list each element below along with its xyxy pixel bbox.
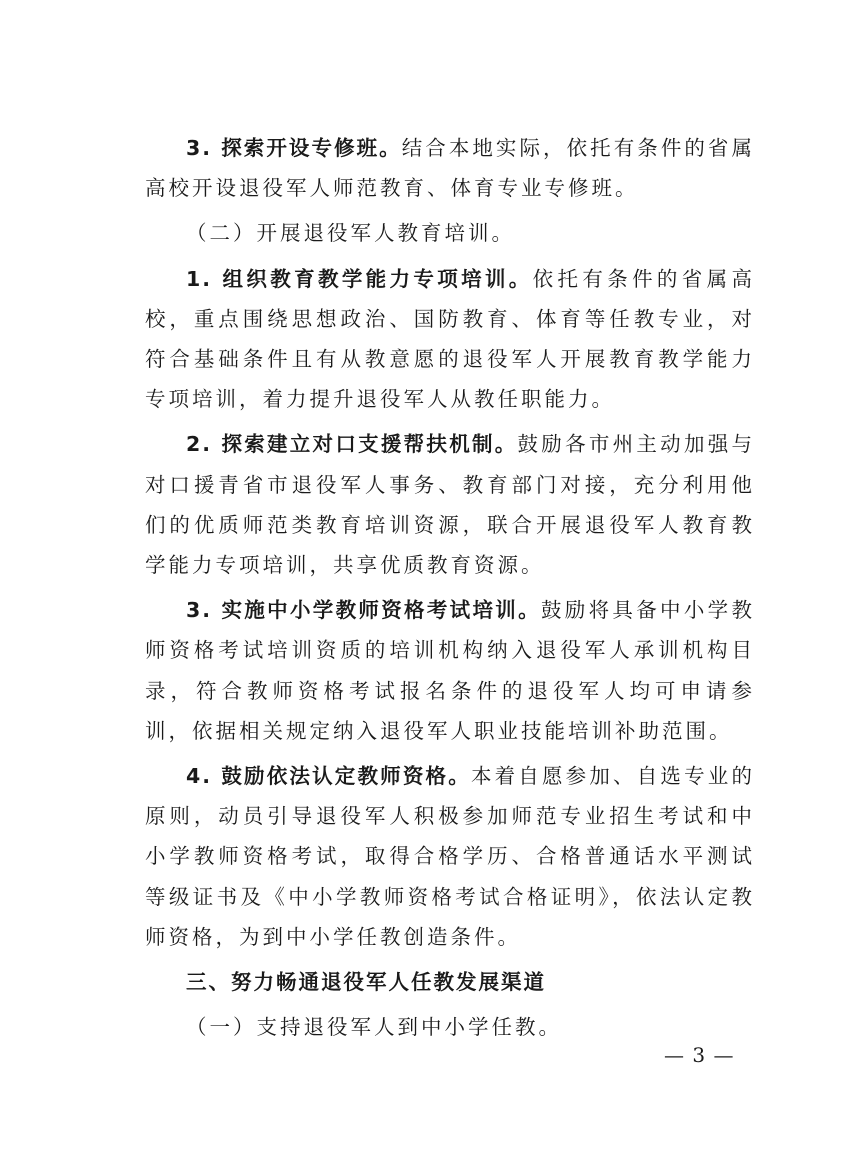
- paragraph-text: （二）开展退役军人教育培训。: [186, 221, 515, 246]
- paragraph-text: 本着自愿参加、自选专业的原则，动员引导退役军人积极参加师范专业招生考试和中小学教师资格考试，取得合格学历、合格普通话水平测试等级证书及《中小学教师资格考试合格证明》，依法认定教师资格，为到中小学任教创造条件。: [145, 764, 755, 949]
- paragraph-lead: 2. 探索建立对口支援帮扶机制。: [186, 432, 518, 457]
- paragraph-lead: 3. 探索开设专修班。: [186, 136, 402, 160]
- sub-heading: （一）支持退役军人到中小学任教。: [186, 1015, 562, 1040]
- page-number: — 3 —: [664, 1043, 735, 1067]
- paragraph-teaching-training: [145, 259, 755, 420]
- paragraph-counterpart-support: [145, 424, 755, 585]
- section-heading: 三、努力畅通退役军人任教发展渠道: [186, 970, 546, 995]
- paragraph-text: 依托有条件的省属高校，重点围绕思想政治、国防教育、体育等任教专业，对符合基础条件且有从教意愿的退役军人开展教育教学能力专项培训，着力提升退役军人从教任职能力。: [145, 266, 755, 412]
- paragraph-text: 鼓励将具备中小学教师资格考试培训资质的培训机构纳入退役军人承训机构目录，符合教师资格考试报名条件的退役军人均可申请参训，依据相关规定纳入退役军人职业技能培训补助范围。: [145, 598, 755, 743]
- paragraph-text: 结合本地实际，依托有条件的省属高校开设退役军人师范教育、体育专业专修班。: [145, 136, 755, 201]
- paragraph-text: 鼓励各市州主动加强与对口援青省市退役军人事务、教育部门对接，充分利用他们的优质师范类教育培训资源，联合开展退役军人教育教学能力专项培训，共享优质教育资源。: [145, 432, 755, 578]
- paragraph-lead: 1. 组织教育教学能力专项培训。: [186, 266, 533, 291]
- paragraph-qualification-exam: [145, 590, 755, 751]
- document-body: [145, 128, 755, 1047]
- paragraph-certification: [145, 756, 755, 957]
- paragraph-special-class: [145, 128, 755, 208]
- paragraph-lead: 3. 实施中小学教师资格考试培训。: [186, 598, 541, 623]
- paragraph-lead: 4. 鼓励依法认定教师资格。: [186, 764, 471, 789]
- subsection-training: [145, 213, 755, 253]
